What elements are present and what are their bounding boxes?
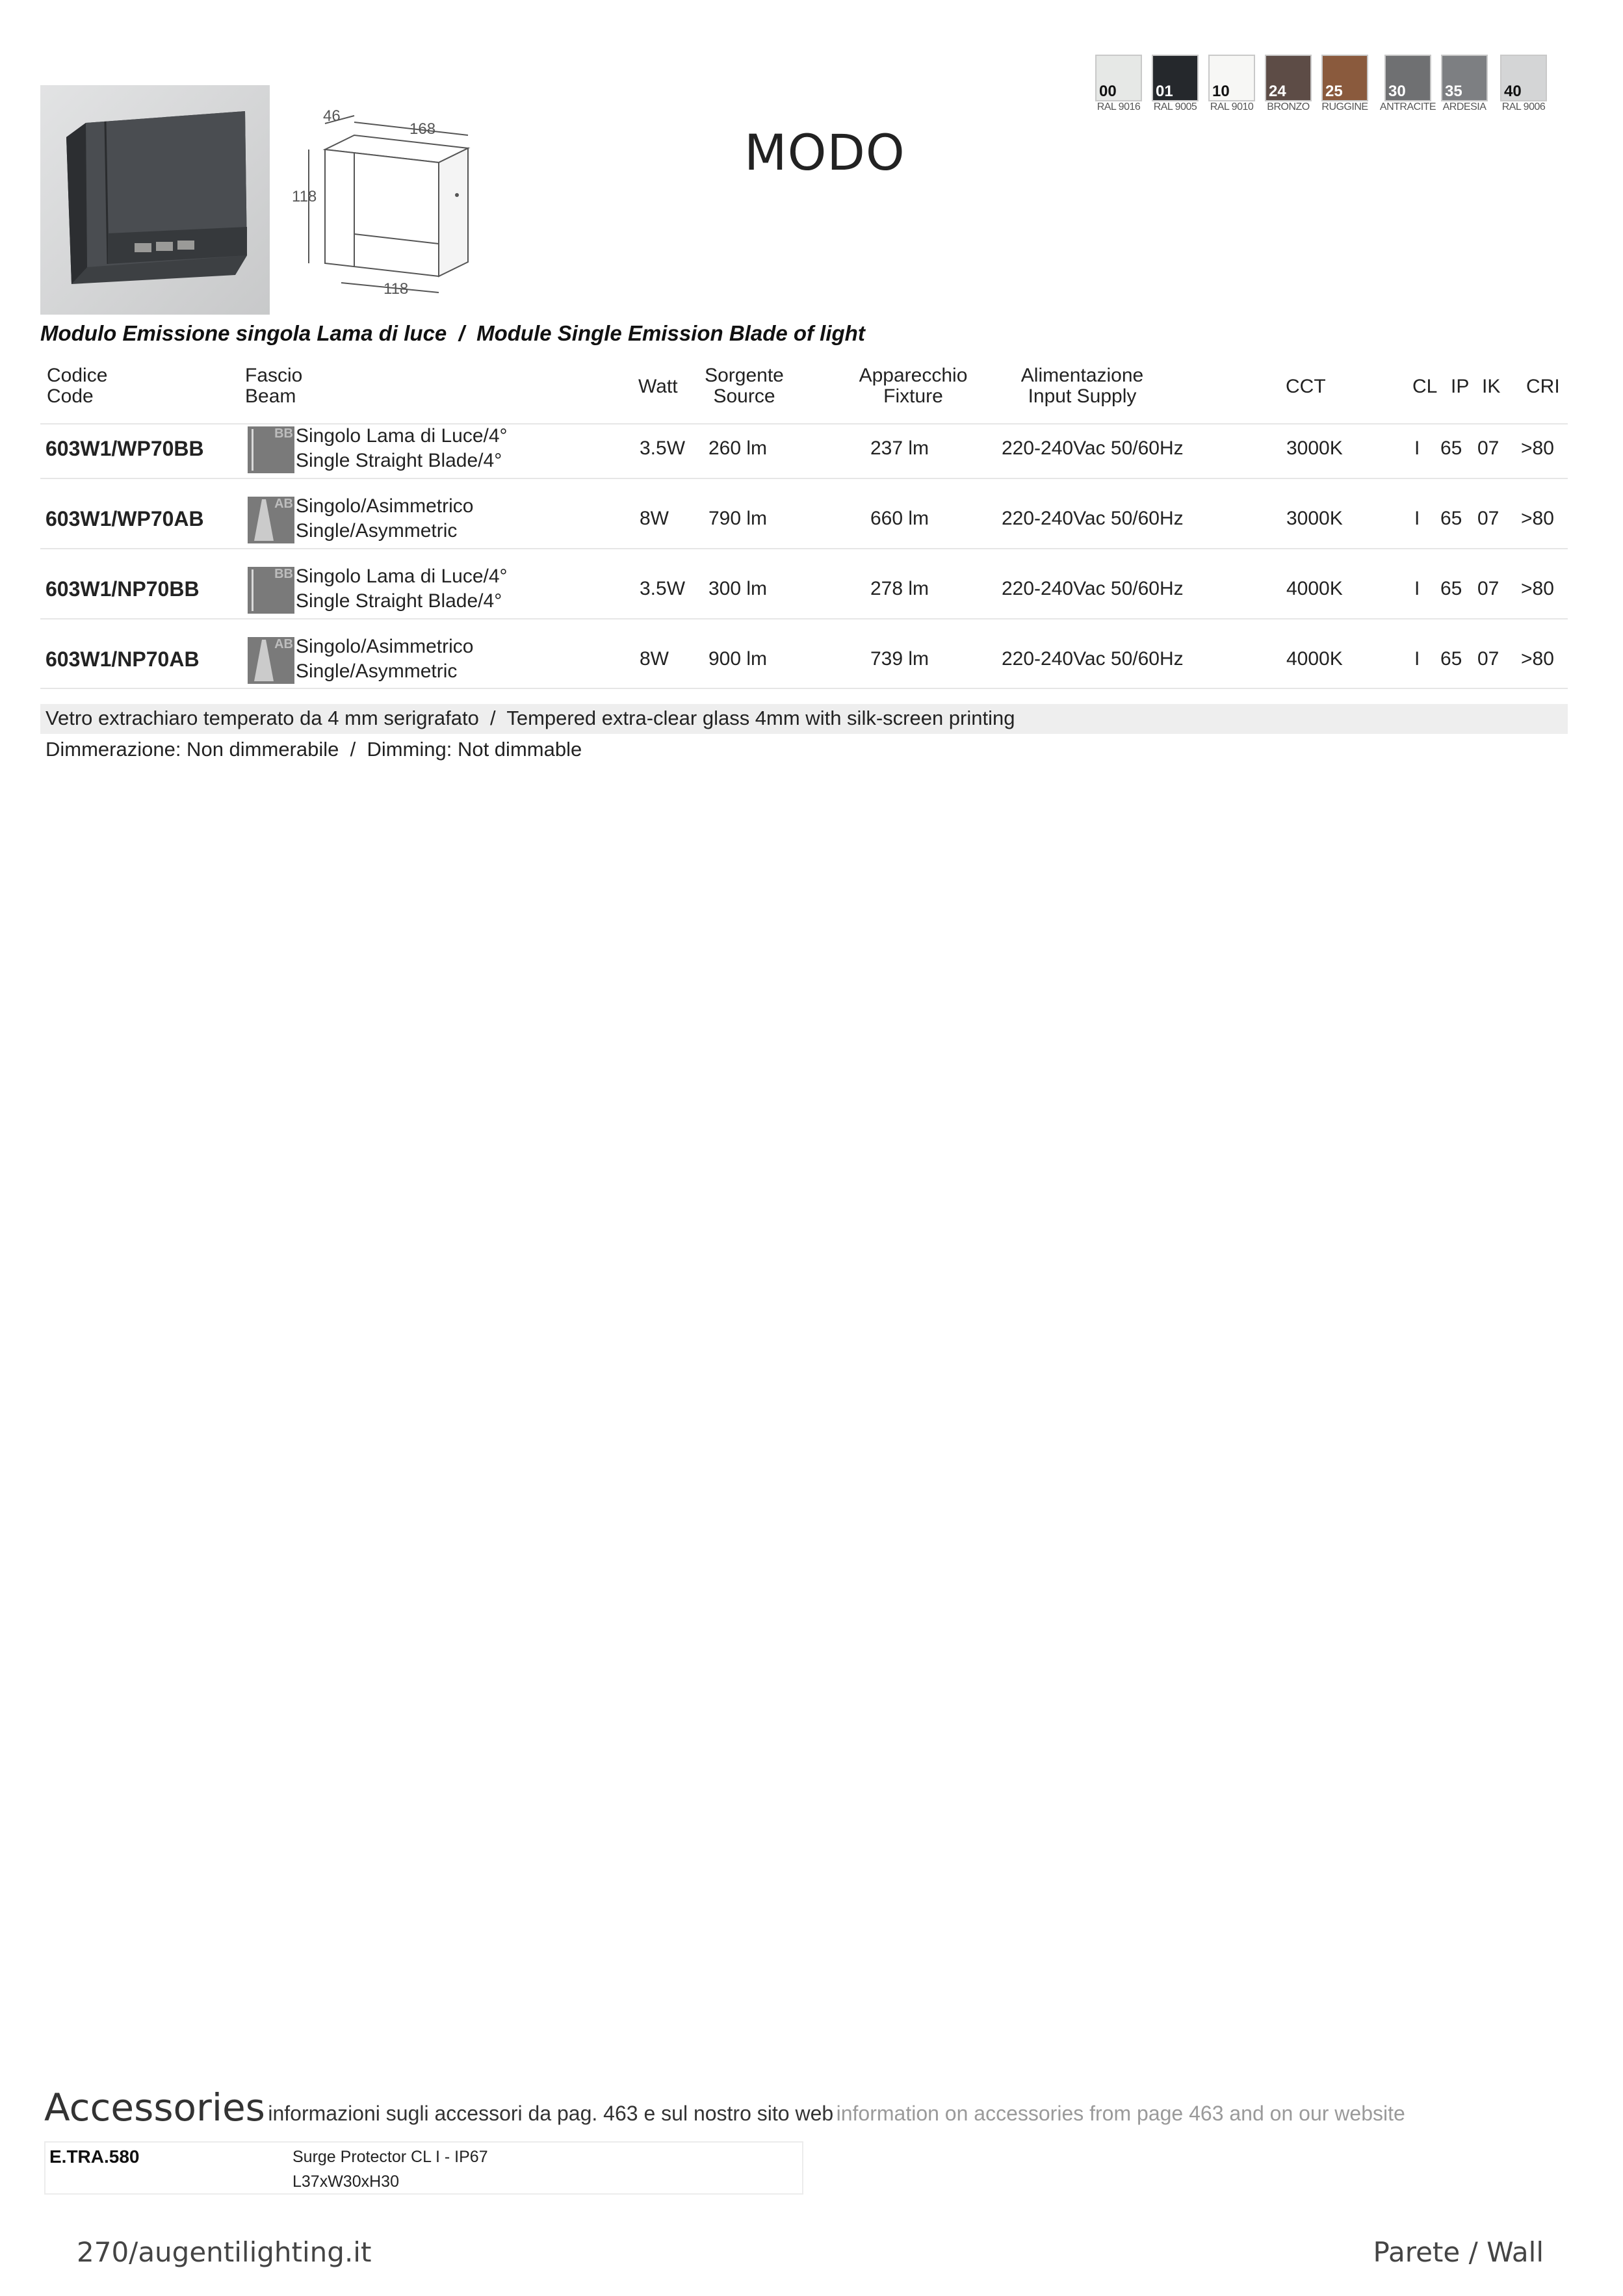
header-beam-it: Fascio xyxy=(245,365,303,386)
accessory-item xyxy=(44,2141,803,2195)
swatch-01 xyxy=(1152,55,1199,101)
accessories-title: Accessories xyxy=(44,2085,265,2130)
header-code-en: Code xyxy=(47,385,94,407)
row-watt: 8W xyxy=(640,648,669,670)
product-title: MODO xyxy=(744,124,905,181)
row-cl: I xyxy=(1414,578,1420,599)
swatch-label: ANTRACITE xyxy=(1379,101,1436,112)
row-code: 603W1/NP70AB xyxy=(45,647,200,671)
accessories-info-it: informazioni sugli accessori da pag. 463 e sul nostro sito web xyxy=(268,2102,834,2125)
swatch-label: BRONZO xyxy=(1267,101,1310,112)
row-watt: 8W xyxy=(640,508,669,529)
beam-straight-icon xyxy=(248,567,294,614)
row-cri: >80 xyxy=(1521,578,1554,599)
row-divider xyxy=(40,478,1568,479)
dim-depth: 46 xyxy=(323,107,341,125)
row-supply: 220-240Vac 50/60Hz xyxy=(1002,437,1184,459)
swatch-label: RAL 9006 xyxy=(1501,101,1546,112)
beam-tag: BB xyxy=(274,426,293,441)
row-beam-en: Single Straight Blade/4° xyxy=(296,450,502,471)
header-supply xyxy=(1001,365,1163,407)
header-source-it: Sorgente xyxy=(705,365,784,386)
accessories-heading xyxy=(44,2085,1405,2130)
header-fixture-en: Fixture xyxy=(883,385,943,407)
swatch-code: 35 xyxy=(1445,83,1462,100)
row-beam-it: Singolo/Asimmetrico xyxy=(296,636,474,657)
swatch-label: RAL 9010 xyxy=(1210,101,1254,112)
dim-width: 168 xyxy=(409,120,436,138)
row-supply: 220-240Vac 50/60Hz xyxy=(1002,578,1184,599)
row-divider xyxy=(40,618,1568,620)
swatch-label: RAL 9016 xyxy=(1097,101,1141,112)
header-beam-en: Beam xyxy=(245,385,296,407)
row-cri: >80 xyxy=(1521,508,1554,529)
header-ip: IP xyxy=(1451,376,1470,397)
row-cl: I xyxy=(1414,648,1420,670)
header-ik: IK xyxy=(1482,376,1501,397)
header-cct: CCT xyxy=(1286,376,1326,397)
header-fixture-it: Apparecchio xyxy=(859,365,968,386)
beam-tag: AB xyxy=(274,637,293,651)
beam-tag: BB xyxy=(274,567,293,581)
header-cri: CRI xyxy=(1526,376,1560,397)
row-ip: 65 xyxy=(1440,437,1462,459)
row-beam xyxy=(296,634,473,684)
row-divider xyxy=(40,423,1568,424)
row-fixture: 278 lm xyxy=(870,578,929,599)
row-source: 300 lm xyxy=(708,578,768,599)
row-cct: 4000K xyxy=(1286,578,1343,599)
product-photo xyxy=(40,85,270,315)
row-beam xyxy=(296,494,473,543)
row-ik: 07 xyxy=(1477,648,1500,670)
dimming-note: Dimmerazione: Non dimmerabile / Dimming: Not dimmable xyxy=(45,738,582,761)
header-fixture xyxy=(845,365,981,407)
header-code-it: Codice xyxy=(47,365,108,386)
row-ip: 65 xyxy=(1440,648,1462,670)
page-section: Parete / Wall xyxy=(1373,2236,1544,2268)
row-cl: I xyxy=(1414,508,1420,529)
row-beam-en: Single/Asymmetric xyxy=(296,520,458,541)
swatch-00 xyxy=(1095,55,1142,101)
row-ip: 65 xyxy=(1440,578,1462,599)
row-ip: 65 xyxy=(1440,508,1462,529)
row-watt: 3.5W xyxy=(640,578,686,599)
swatch-code: 00 xyxy=(1099,83,1117,100)
beam-tag: AB xyxy=(274,497,293,511)
swatch-40 xyxy=(1500,55,1547,101)
header-cl: CL xyxy=(1412,376,1438,397)
swatch-code: 01 xyxy=(1156,83,1173,100)
swatch-10 xyxy=(1208,55,1255,101)
swatch-24 xyxy=(1265,55,1312,101)
beam-straight-icon xyxy=(248,426,294,473)
swatch-code: 10 xyxy=(1212,83,1230,100)
row-cri: >80 xyxy=(1521,437,1554,459)
row-beam-it: Singolo/Asimmetrico xyxy=(296,495,474,517)
row-supply: 220-240Vac 50/60Hz xyxy=(1002,508,1184,529)
swatch-25 xyxy=(1321,55,1368,101)
header-code xyxy=(47,365,107,407)
row-beam-it: Singolo Lama di Luce/4° xyxy=(296,425,508,447)
row-fixture: 660 lm xyxy=(870,508,929,529)
dimension-drawing xyxy=(289,104,484,299)
swatch-code: 24 xyxy=(1269,83,1286,100)
swatch-label: RAL 9005 xyxy=(1153,101,1197,112)
swatch-label: ARDESIA xyxy=(1442,101,1487,112)
row-ik: 07 xyxy=(1477,437,1500,459)
row-watt: 3.5W xyxy=(640,437,686,459)
row-code: 603W1/WP70AB xyxy=(45,507,204,530)
row-cl: I xyxy=(1414,437,1420,459)
swatch-label: RUGGINE xyxy=(1321,101,1368,112)
header-beam xyxy=(245,365,302,407)
dim-height: 118 xyxy=(292,188,317,205)
row-cct: 4000K xyxy=(1286,648,1343,670)
row-cct: 3000K xyxy=(1286,508,1343,529)
row-code: 603W1/NP70BB xyxy=(45,577,200,601)
row-beam-en: Single/Asymmetric xyxy=(296,660,458,682)
row-fixture: 237 lm xyxy=(870,437,929,459)
header-source xyxy=(689,365,799,407)
row-beam xyxy=(296,564,508,614)
beam-asymmetric-icon xyxy=(248,637,294,684)
accessory-code: E.TRA.580 xyxy=(49,2146,140,2167)
accessory-desc-1: Surge Protector CL I - IP67 xyxy=(292,2148,488,2166)
header-supply-it: Alimentazione xyxy=(1020,365,1144,386)
swatch-code: 40 xyxy=(1504,83,1522,100)
swatch-code: 25 xyxy=(1325,83,1343,100)
page-number-website: 270/augentilighting.it xyxy=(77,2236,372,2268)
accessory-desc-2: L37xW30xH30 xyxy=(292,2172,399,2191)
header-supply-en: Input Supply xyxy=(1028,385,1137,407)
row-divider xyxy=(40,688,1568,689)
row-fixture: 739 lm xyxy=(870,648,929,670)
header-source-en: Source xyxy=(713,385,775,407)
swatch-35 xyxy=(1441,55,1488,101)
glass-note: Vetro extrachiaro temperato da 4 mm serigrafato / Tempered extra-clear glass 4mm with silk-screen printing xyxy=(45,707,1015,729)
row-beam-en: Single Straight Blade/4° xyxy=(296,590,502,612)
section-subtitle: Modulo Emissione singola Lama di luce / Module Single Emission Blade of light xyxy=(40,321,865,345)
row-beam xyxy=(296,424,508,473)
row-code: 603W1/WP70BB xyxy=(45,437,204,460)
row-ik: 07 xyxy=(1477,578,1500,599)
swatch-30 xyxy=(1384,55,1431,101)
row-source: 790 lm xyxy=(708,508,768,529)
dim-bottom: 118 xyxy=(383,280,409,298)
row-beam-it: Singolo Lama di Luce/4° xyxy=(296,566,508,587)
row-divider xyxy=(40,548,1568,549)
swatch-code: 30 xyxy=(1388,83,1406,100)
accessories-info-en: information on accessories from page 463 and on our website xyxy=(836,2102,1405,2125)
row-ik: 07 xyxy=(1477,508,1500,529)
row-supply: 220-240Vac 50/60Hz xyxy=(1002,648,1184,670)
row-source: 260 lm xyxy=(708,437,768,459)
row-cri: >80 xyxy=(1521,648,1554,670)
row-source: 900 lm xyxy=(708,648,768,670)
header-watt: Watt xyxy=(638,376,678,397)
row-cct: 3000K xyxy=(1286,437,1343,459)
beam-asymmetric-icon xyxy=(248,497,294,543)
